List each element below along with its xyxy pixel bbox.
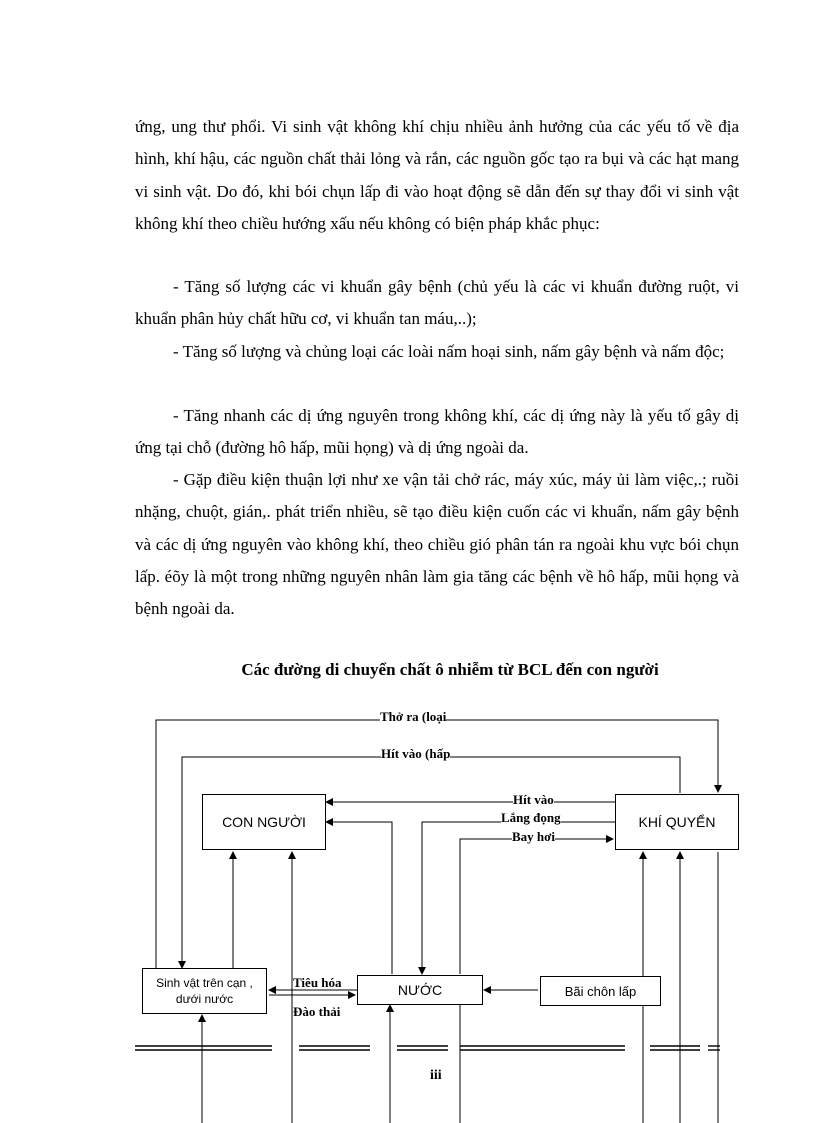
box-con-nguoi bbox=[202, 794, 326, 850]
label-hit-vao-hap: Hít vào (hấp bbox=[381, 746, 451, 761]
label-hit-vao: Hít vào bbox=[513, 792, 554, 807]
box-sinh-vat bbox=[142, 968, 267, 1014]
label-lang-dong: Lắng đọng bbox=[501, 810, 561, 825]
box-nuoc-label: NƯỚC bbox=[397, 982, 443, 998]
box-sinh-vat-label: Sinh vật trên cạn , dưới nước bbox=[156, 976, 253, 1006]
arrow-bay-hoi bbox=[460, 839, 613, 974]
paragraph-bullet-1: - Tăng số lượng các vi khuẩn gây bệnh (chủ yếu là các vi khuẩn đường ruột, vi khuẩn phân hủy chất hữu cơ, vi khuẩn tan máu,..); bbox=[135, 277, 739, 329]
arrow-nuoc-con-nguoi bbox=[326, 822, 392, 974]
paragraph-bullet-2: - Tăng số lượng và chủng loại các loài nấm hoại sinh, nấm gây bệnh và nấm độc; bbox=[173, 342, 725, 361]
paragraph-bullet-3: - Tăng nhanh các dị ứng nguyên trong không khí, các dị ứng này là yếu tố gây dị ứng tại chỗ (đường hô hấp, mũi họng) và dị ứng ngoài da. bbox=[135, 406, 739, 458]
paragraph-bullet-4: - Gặp điều kiện thuận lợi như xe vận tải chở rác, máy xúc, máy ủi làm việc,.; ruồi nhặng, chuột, gián,. phát triển nhiều, sẽ tạo điều kiện cuốn các vi khuẩn, nấm gây bệnh và các dị ứng nguyên vào không khí, theo chiều gió phân tán ra ngoài khu vực bói chụn lấp. éõy là một trong những nguyên nhân làm gia tăng các bệnh về hô hấp, mũi họng và bệnh ngoài da. bbox=[135, 470, 739, 619]
page-number: iii bbox=[430, 1068, 442, 1083]
box-nuoc bbox=[357, 975, 483, 1005]
box-bai-chon-lap bbox=[540, 976, 661, 1006]
label-bay-hoi: Bay hơi bbox=[512, 829, 555, 844]
box-khi-quyen-label: KHÍ QUYỂN bbox=[638, 814, 716, 830]
arrow-hit-vao-hap bbox=[182, 757, 680, 968]
box-bai-chon-lap-label: Bãi chôn lấp bbox=[564, 983, 637, 999]
diagram-title: Các đường di chuyển chất ô nhiễm từ BCL đến con người bbox=[241, 660, 659, 679]
box-con-nguoi-label: CON NGƯỜI bbox=[222, 814, 306, 830]
box-khi-quyen bbox=[615, 794, 739, 850]
label-dao-thai: Đào thải bbox=[293, 1004, 341, 1019]
paragraph-intro: ứng, ung thư phổi. Vi sinh vật không khí chịu nhiều ảnh hưởng của các yếu tố về địa hình, khí hậu, các nguồn chất thải lỏng và rắn, các nguồn gốc tạo ra bụi và các hạt mang vi sinh vật. Do đó, khi bói chụn lấp đi vào hoạt động sẽ dẫn đến sự thay đổi vi sinh vật không khí theo chiều hướng xấu nếu không có biện pháp khắc phục: bbox=[135, 117, 739, 233]
label-tieu-hoa: Tiêu hóa bbox=[293, 975, 342, 990]
label-tho-ra: Thở ra (loại bbox=[380, 709, 447, 724]
